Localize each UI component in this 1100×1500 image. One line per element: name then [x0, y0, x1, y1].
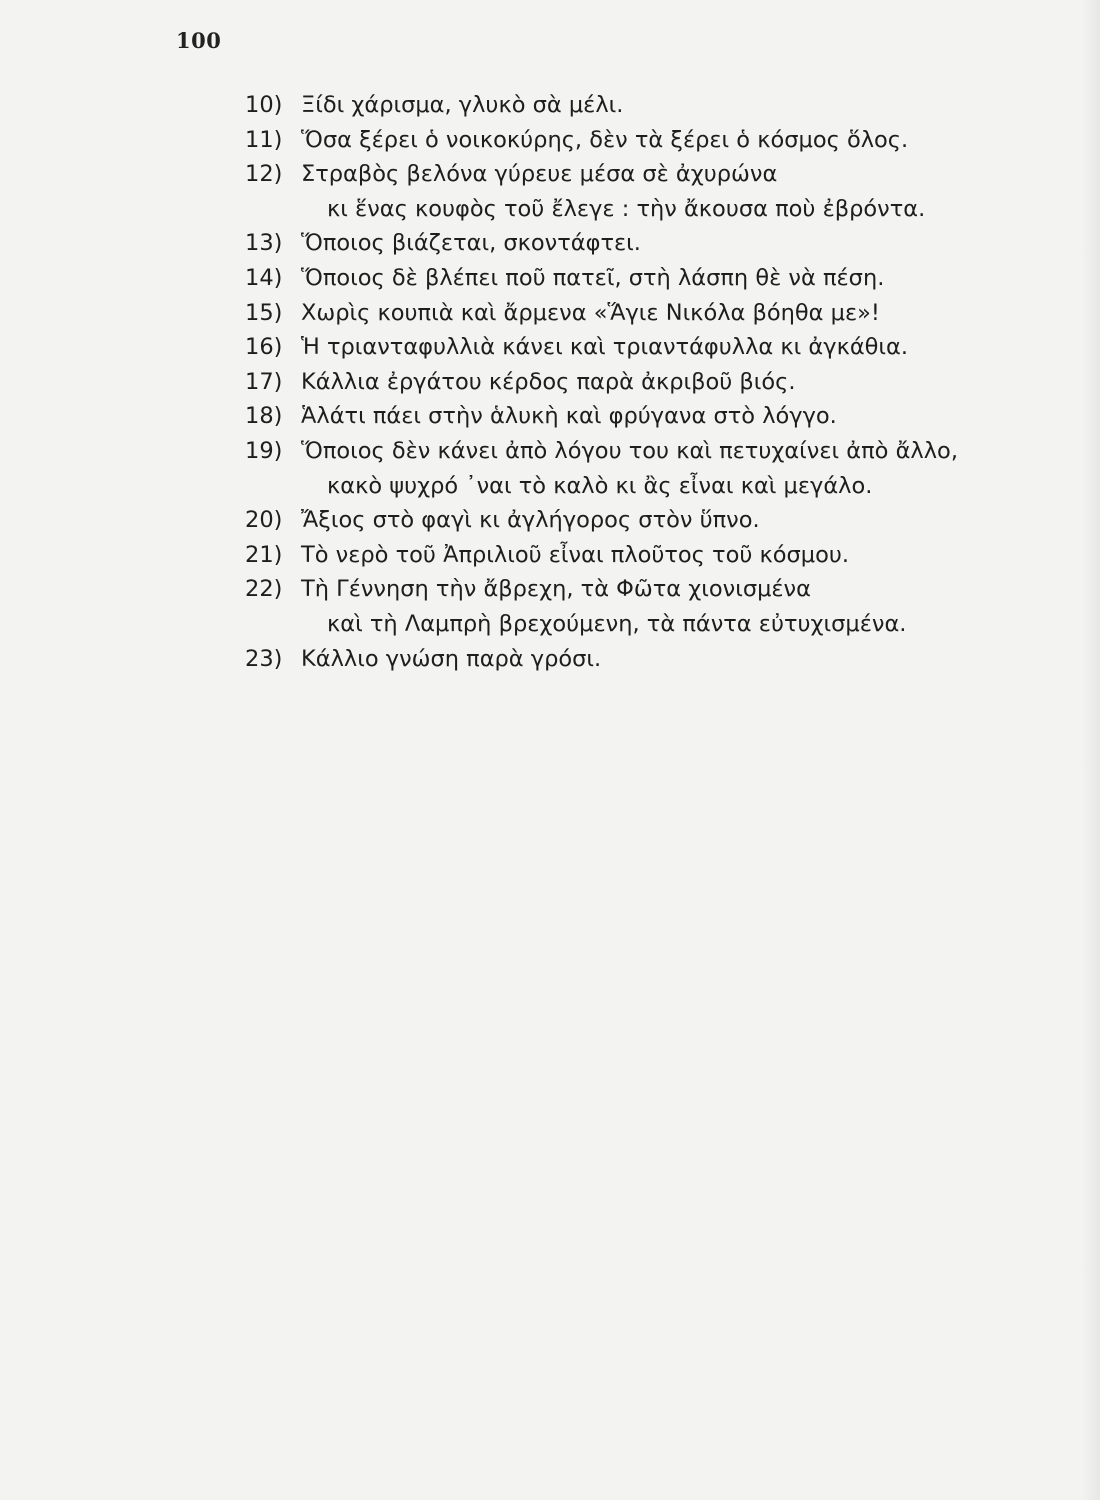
- proverb-text: Ὅποιος βιάζεται, σκοντάφτει.: [301, 230, 641, 257]
- proverb-continuation: καὶ τὴ Λαμπρὴ βρεχούμενη, τὰ πάντα εὐτυχισμένα.: [327, 610, 907, 637]
- proverb-text: Ὅποιος δὲν κάνει ἀπὸ λόγου του καὶ πετυχαίνει ἀπὸ ἄλλο,: [301, 437, 958, 464]
- proverb-item: [245, 399, 1065, 434]
- proverb-continuation: κακὸ ψυχρό ᾽ναι τὸ καλὸ κι ἂς εἶναι καὶ μεγάλο.: [327, 472, 873, 499]
- proverb-item: [245, 434, 1065, 503]
- proverb-item: [245, 330, 1065, 365]
- proverb-number: 13): [245, 230, 283, 257]
- proverb-text: Κάλλια ἐργάτου κέρδος παρὰ ἀκριβοῦ βιός.: [301, 368, 796, 395]
- proverb-item: [245, 538, 1065, 573]
- proverb-text: Κάλλιο γνώση παρὰ γρόσι.: [301, 645, 602, 672]
- proverb-item: [245, 503, 1065, 538]
- proverb-number: 14): [245, 264, 283, 291]
- proverb-item: [245, 261, 1065, 296]
- proverb-text: Στραβὸς βελόνα γύρευε μέσα σὲ ἀχυρώνα: [301, 161, 778, 188]
- proverb-number: 18): [245, 403, 283, 430]
- proverb-text: Ἡ τριανταφυλλιὰ κάνει καὶ τριαντάφυλλα κι ἀγκάθια.: [301, 334, 909, 361]
- proverb-text: Τὸ νερὸ τοῦ Ἀπριλιοῦ εἶναι πλοῦτος τοῦ κόσμου.: [301, 541, 850, 568]
- proverb-item: [245, 365, 1065, 400]
- proverb-number: 10): [245, 92, 283, 118]
- proverb-number: 15): [245, 299, 283, 326]
- proverb-item: [245, 226, 1065, 261]
- proverb-number: 19): [245, 437, 283, 464]
- proverb-number: 11): [245, 126, 283, 153]
- proverb-item: [245, 296, 1065, 331]
- proverb-item: [245, 572, 1065, 641]
- proverb-number: 22): [245, 576, 283, 603]
- proverb-text: Χωρὶς κουπιὰ καὶ ἄρμενα «Ἅγιε Νικόλα βόηθα με»!: [301, 299, 880, 326]
- proverb-number: 17): [245, 368, 283, 395]
- proverb-number: 23): [245, 645, 283, 672]
- proverb-item: [245, 88, 1065, 123]
- scan-edge-shadow: [1082, 0, 1100, 1500]
- proverb-text: Ἄξιος στὸ φαγὶ κι ἀγλήγορος στὸν ὕπνο.: [301, 507, 760, 534]
- proverb-item: [245, 642, 1065, 677]
- proverb-number: 12): [245, 161, 283, 188]
- proverb-text: Ὅποιος δὲ βλέπει ποῦ πατεῖ, στὴ λάσπη θὲ νὰ πέση.: [301, 264, 885, 291]
- proverb-item: [245, 123, 1065, 158]
- proverb-text: Ὅσα ξέρει ὁ νοικοκύρης, δὲν τὰ ξέρει ὁ κόσμος ὅλος.: [301, 126, 909, 153]
- proverb-list: [245, 88, 1065, 676]
- proverb-item: [245, 157, 1065, 226]
- proverb-number: 16): [245, 334, 283, 361]
- proverb-text: Ξίδι χάρισμα, γλυκὸ σὰ μέλι.: [301, 92, 624, 118]
- proverb-text: Ἁλάτι πάει στὴν ἁλυκὴ καὶ φρύγανα στὸ λόγγο.: [301, 403, 837, 430]
- proverb-continuation: κι ἕνας κουφὸς τοῦ ἔλεγε : τὴν ἄκουσα ποὺ ἐβρόντα.: [327, 195, 926, 222]
- proverb-text: Τὴ Γέννηση τὴν ἄβρεχη, τὰ Φῶτα χιονισμένα: [301, 576, 811, 603]
- page-number: 100: [176, 28, 222, 53]
- proverb-number: 21): [245, 541, 283, 568]
- proverb-number: 20): [245, 507, 283, 534]
